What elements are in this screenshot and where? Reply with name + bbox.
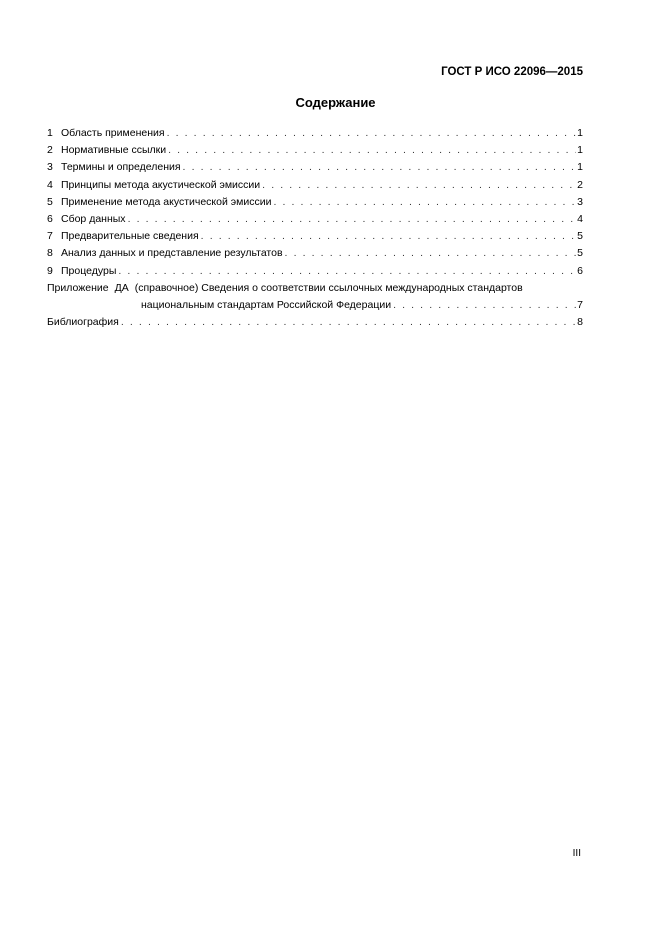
toc-entry-page: 7 <box>577 299 583 312</box>
toc-entry-number: 9 <box>47 264 53 277</box>
toc-entry-number: 6 <box>47 213 53 226</box>
toc-entry[interactable] <box>47 159 583 176</box>
appendix-title-text: (справочное) Сведения о соответствии ссылочных международных стандартов <box>134 281 523 294</box>
dot-leader <box>118 263 576 280</box>
toc-entry-number: 2 <box>47 144 53 157</box>
toc-entry[interactable] <box>47 263 583 280</box>
table-of-contents <box>47 125 583 331</box>
dot-leader <box>285 245 577 262</box>
appendix-prefix: Приложение <box>47 281 109 294</box>
toc-entry-appendix[interactable] <box>47 280 583 314</box>
toc-entry-page: 4 <box>577 213 583 226</box>
toc-entry-number: 7 <box>47 230 53 243</box>
toc-entry-page: 5 <box>577 247 583 260</box>
toc-entry-label: Предварительные сведения <box>61 230 199 243</box>
toc-entry-page: 2 <box>577 178 583 191</box>
toc-entry-page: 8 <box>577 316 583 329</box>
toc-entry[interactable] <box>47 211 583 228</box>
document-header-standard-id: ГОСТ Р ИСО 22096—2015 <box>441 66 583 78</box>
toc-entry-label: Библиография <box>47 316 119 329</box>
dot-leader <box>128 211 577 228</box>
toc-entry-label: Процедуры <box>61 264 117 277</box>
toc-entry-label: Анализ данных и представление результатов <box>61 247 283 260</box>
toc-entry-number: 8 <box>47 247 53 260</box>
toc-entry-page: 6 <box>577 264 583 277</box>
toc-entry-label: Термины и определения <box>61 161 181 174</box>
toc-entry-bibliography[interactable] <box>47 314 583 331</box>
appendix-title-line2 <box>47 297 583 314</box>
page-title <box>0 95 661 110</box>
toc-entry[interactable] <box>47 125 583 142</box>
dot-leader <box>183 159 577 176</box>
page-title-text: Содержание <box>295 95 376 110</box>
page-number: III <box>572 848 581 859</box>
dot-leader <box>201 228 577 245</box>
toc-entry-number: 5 <box>47 195 53 208</box>
toc-entry-label: Принципы метода акустической эмиссии <box>61 178 261 191</box>
dot-leader <box>262 177 576 194</box>
toc-entry-number: 4 <box>47 178 53 191</box>
toc-entry-page: 1 <box>577 144 583 157</box>
toc-entry-number: 1 <box>47 127 53 139</box>
toc-entry[interactable] <box>47 228 583 245</box>
toc-entry-label: Применение метода акустической эмиссии <box>61 195 272 208</box>
toc-entry[interactable] <box>47 194 583 211</box>
dot-leader <box>121 314 576 331</box>
dot-leader <box>168 142 576 159</box>
toc-entry-page: 1 <box>577 161 583 174</box>
appendix-code: ДА <box>114 281 129 294</box>
toc-entry-label: Нормативные ссылки <box>61 144 167 157</box>
appendix-title-line1 <box>47 280 583 297</box>
toc-entry-page: 5 <box>577 230 583 243</box>
toc-entry[interactable] <box>47 142 583 159</box>
appendix-title-continuation: национальным стандартам Российской Федерации <box>141 299 392 312</box>
toc-entry-number: 3 <box>47 161 53 174</box>
dot-leader <box>273 194 576 211</box>
toc-entry[interactable] <box>47 177 583 194</box>
toc-entry[interactable] <box>47 245 583 262</box>
dot-leader <box>167 125 577 142</box>
toc-entry-page: 1 <box>577 127 583 139</box>
dot-leader <box>393 297 576 314</box>
toc-entry-label: Сбор данных <box>61 213 126 226</box>
toc-entry-page: 3 <box>577 195 583 208</box>
toc-entry-label: Область применения <box>61 127 165 139</box>
